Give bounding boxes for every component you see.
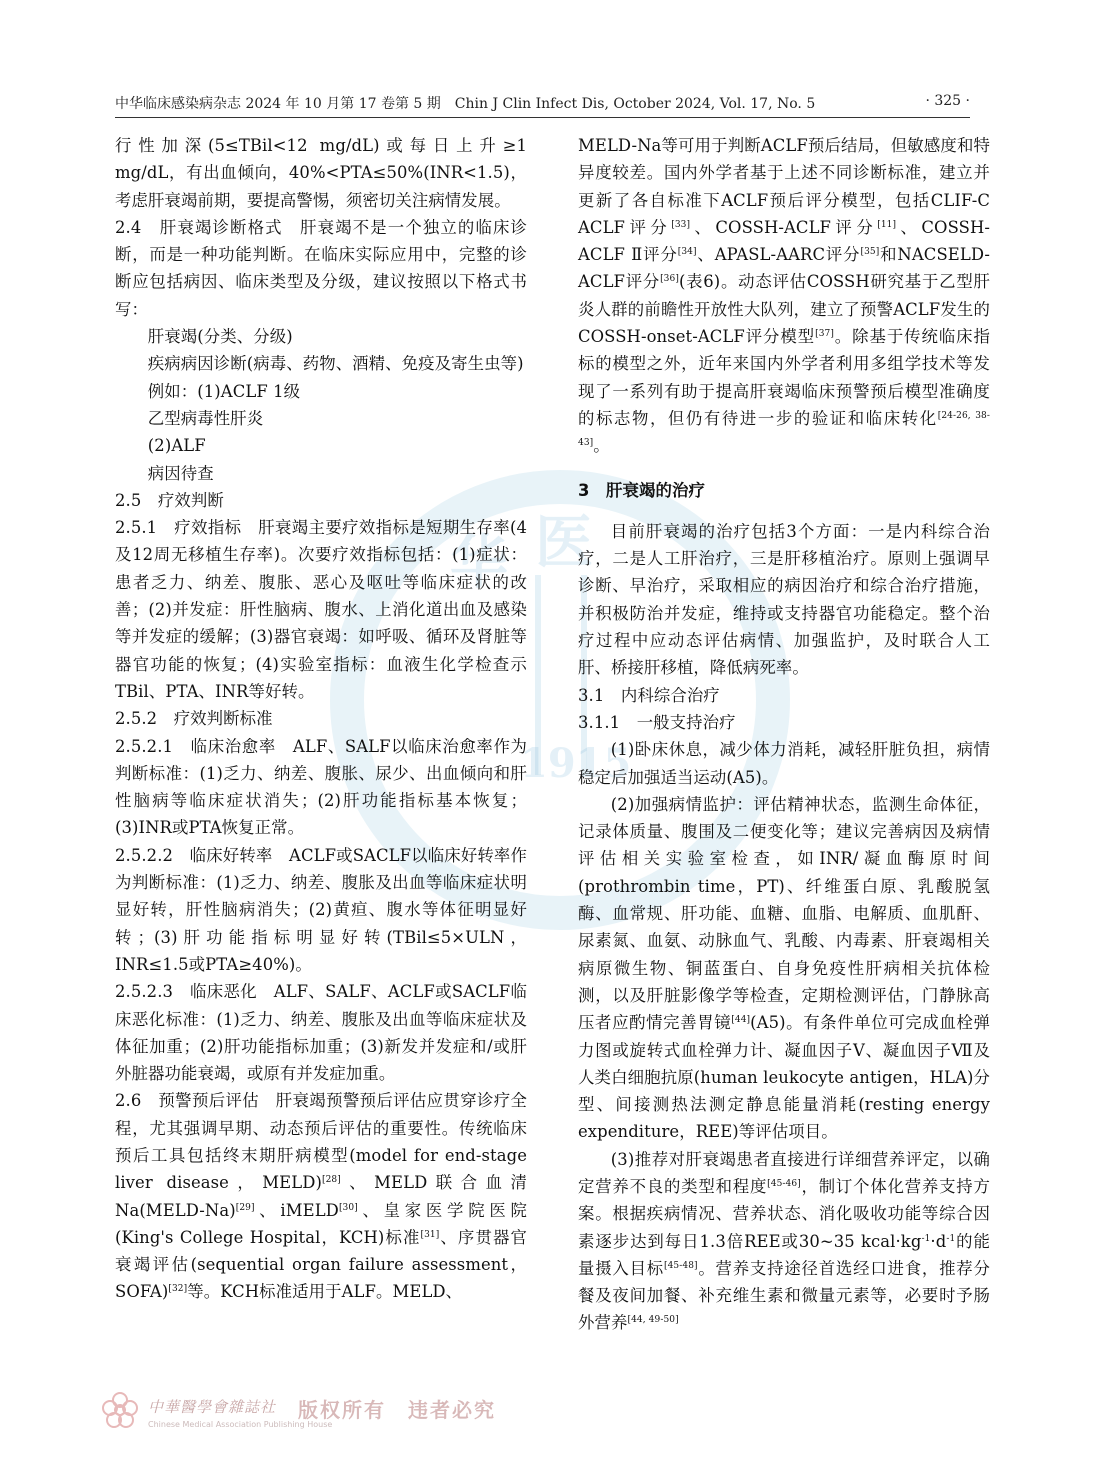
watermark-char-1: 华 — [450, 528, 509, 596]
publisher-flower-logo-icon — [100, 1390, 140, 1430]
ref-44[interactable]: [44] — [731, 1015, 751, 1026]
section-3-1: 3.1 内科综合治疗 — [578, 685, 720, 705]
ref-45-48[interactable]: [45-48] — [663, 1260, 698, 1271]
right-column — [578, 132, 990, 1337]
item-1-bed-rest: (1)卧床休息，减少体力消耗，减轻肝脏负担，病情稳定后加强适当运动(A5)。 — [578, 740, 990, 787]
paragraph-prognosis-models: MELD-Na等可用于判断ACLF预后结局，但敏感度和特异度较差。国内外学者基于上述不同诊断标准，建立并更新了各自标准下ACLF预后评分模型，包括CLIF-C ACLF评分[33]、COSSH-ACLF评分[11]、COSSH-ACLF Ⅱ评分[34]、APASL-AARC评分[35]和NACSELD-ACLF评分[36](表6)。动态评估COSSH研究基于乙型肝炎人群的前瞻性开放性大队列，建立了预警ACLF发生的COSSH-onset-ACLF评分模型[37]。除基于传统临床指标的模型之外，近年来国内外学者利用多组学技术等发现了一系列有助于提高肝衰竭临床预警预后模型准确度的标志物，但仍有待进一步的验证和临床转化[24-26, 38-43]。 — [578, 136, 991, 456]
ref-35[interactable]: [35] — [860, 247, 880, 258]
ref-44-49-50[interactable]: [44, 49-50] — [627, 1315, 679, 1326]
format-line-5: (2)ALF — [147, 436, 206, 456]
copyright-mark: 版权所有 违者必究 — [298, 1398, 496, 1422]
item-3-nutrition: (3)推荐对肝衰竭患者直接进行详细营养评定，以确定营养不良的类型和程度[45-46]，制订个体化营养支持方案。根据疾病情况、营养状态、消化吸收功能等综合因素逐步达到每日1.3倍REE或30~35 $kcal\cdot kg^{-1}\cdot d^{-1}$的能量摄入目标[45-48]。营养支持途径首选经口进食，推荐分餐及夜间加餐、补充维生素和微量元素等，必要时予肠外营养[44, 49-50] — [578, 1149, 990, 1333]
format-line-1: 肝衰竭(分类、分级) — [147, 327, 293, 347]
header-rule — [115, 117, 970, 118]
paragraph-treatment-overview: 目前肝衰竭的治疗包括3个方面：一是内科综合治疗，二是人工肝治疗，三是肝移植治疗。原则上强调早诊断、早治疗，采取相应的病因治疗和综合治疗措施，并积极防治并发症，维持或支持器官功能稳定。整个治疗过程中应动态评估病情、加强监护，及时联合人工肝、桥接肝移植，降低病死率。 — [578, 521, 990, 678]
left-column — [115, 132, 527, 1306]
ref-34[interactable]: [34] — [677, 247, 697, 258]
section-2-5-2-2: 2.5.2.2 临床好转率 ACLF或SACLF以临床好转率作为判断标准：(1)乏力、纳差、腹胀及出血等临床症状明显好转，肝性脑病消失；(2)黄疸、腹水等体征明显好转；(3)肝功能指标明显好转(TBil≤5×ULN，INR≤1.5或PTA≥40%)。 — [115, 845, 527, 974]
ref-37[interactable]: [37] — [815, 329, 834, 340]
section-2-5-2: 2.5.2 疗效判断标准 — [115, 709, 273, 729]
ref-32[interactable]: [32] — [168, 1284, 188, 1295]
ref-28[interactable]: [28] — [321, 1175, 341, 1186]
item-2-monitoring: (2)加强病情监护：评估精神状态，监测生命体征，记录体质量、腹围及二便变化等；建议完善病因及病情评估相关实验室检查，如INR/凝血酶原时间(prothrombin time，PT)、纤维蛋白原、乳酸脱氢酶、血常规、肝功能、血糖、血脂、电解质、血肌酐、尿素氮、血氨、动脉血气、乳酸、内毒素、肝衰竭相关病原微生物、铜蓝蛋白、自身免疫性肝病相关抗体检测，以及肝脏影像学等检查，定期检测评估，门静脉高压者应酌情完善胃镜[44](A5)。有条件单位可完成血栓弹力图或旋转式血栓弹力计、凝血因子Ⅴ、凝血因子Ⅶ及人类白细胞抗原(human leukocyte antigen，HLA)分型、间接测热法测定静息能量消耗(resting energy expenditure，REE)等评估项目。 — [578, 794, 991, 1142]
paragraph-acute-stage: 行性加深(5≤TBil<12 mg/dL)或每日上升≥1 mg/dL，有出血倾向，40%<PTA≤50%(INR<1.5)，考虑肝衰竭前期，要提高警惕，须密切关注病情发展。 — [115, 136, 527, 210]
format-line-6: 病因待查 — [147, 463, 214, 483]
publisher-footer — [100, 1390, 500, 1450]
section-3-1-1: 3.1.1 一般支持治疗 — [578, 712, 736, 732]
section-2-5: 2.5 疗效判断 — [115, 490, 224, 510]
ref-31[interactable]: [31] — [420, 1229, 440, 1240]
running-header — [115, 93, 970, 115]
ref-45-46[interactable]: [45-46] — [767, 1178, 801, 1189]
ref-33[interactable]: [33] — [671, 219, 691, 230]
section-2-6: 2.6 预警预后评估 肝衰竭预警预后评估应贯穿诊疗全程，尤其强调早期、动态预后评估的重要性。传统临床预后工具包括终末期肝病模型(model for end-stage liver disease，MELD)[28]、MELD联合血清Na(MELD-Na)[29]、iMELD[30]、皇家医学院医院(King's College Hospital，KCH)标准[31]、序贯器官衰竭评估(sequential organ failure assessment，SOFA)[32]等。KCH标准适用于ALF。MELD、 — [115, 1091, 527, 1302]
publisher-name-en: Chinese Medical Association Publishing House — [148, 1420, 333, 1429]
ref-29[interactable]: [29] — [235, 1202, 255, 1213]
ref-36[interactable]: [36] — [660, 274, 679, 285]
watermark-char-2: 医 — [535, 508, 594, 576]
format-line-2: 疾病病因诊断(病毒、药物、酒精、免疫及寄生虫等) — [147, 354, 524, 374]
ref-30[interactable]: [30] — [338, 1202, 358, 1213]
publisher-name: 中華醫學會雜誌社 — [148, 1398, 277, 1416]
format-line-4: 乙型病毒性肝炎 — [147, 408, 264, 428]
watermark-year: 1915 — [520, 740, 632, 787]
page-number: · 325 · — [925, 93, 970, 109]
format-line-3: 例如：(1)ACLF 1级 — [147, 381, 301, 401]
journal-citation: 中华临床感染病杂志 2024 年 10 月第 17 卷第 5 期 Chin J Clin Infect Dis, October 2024, Vol. 17, No. 5 — [115, 96, 816, 112]
ref-11[interactable]: [11] — [877, 219, 897, 230]
section-2-5-2-3: 2.5.2.3 临床恶化 ALF、SALF、ACLF或SACLF临床恶化标准：(1)乏力、纳差、腹胀及出血等临床症状及体征加重；(2)肝功能指标加重；(3)新发并发症和/或肝外脏器功能衰竭，或原有并发症加重。 — [115, 982, 527, 1084]
section-2-5-2-1: 2.5.2.1 临床治愈率 ALF、SALF以临床治愈率作为判断标准：(1)乏力、纳差、腹胀、尿少、出血倾向和肝性脑病等临床症状消失；(2)肝功能指标基本恢复；(3)INR或PTA恢复正常。 — [115, 736, 527, 838]
section-2-5-1: 2.5.1 疗效指标 肝衰竭主要疗效指标是短期生存率(4及12周无移植生存率)。次要疗效指标包括：(1)症状：患者乏力、纳差、腹胀、恶心及呕吐等临床症状的改善；(2)并发症：肝性脑病、腹水、上消化道出血及感染等并发症的缓解；(3)器官衰竭：如呼吸、循环及肾脏等器官功能的恢复；(4)实验室指标：血液生化学检查示TBil、PTA、INR等好转。 — [115, 518, 527, 701]
section-2-4: 2.4 肝衰竭诊断格式 肝衰竭不是一个独立的临床诊断，而是一种功能判断。在临床实际应用中，完整的诊断应包括病因、临床类型及分级，建议按照以下格式书写： — [115, 217, 527, 319]
ref-24-43[interactable]: [24-26, 38-43] — [578, 410, 991, 449]
section-3-heading: 3 肝衰竭的治疗 — [578, 480, 705, 500]
